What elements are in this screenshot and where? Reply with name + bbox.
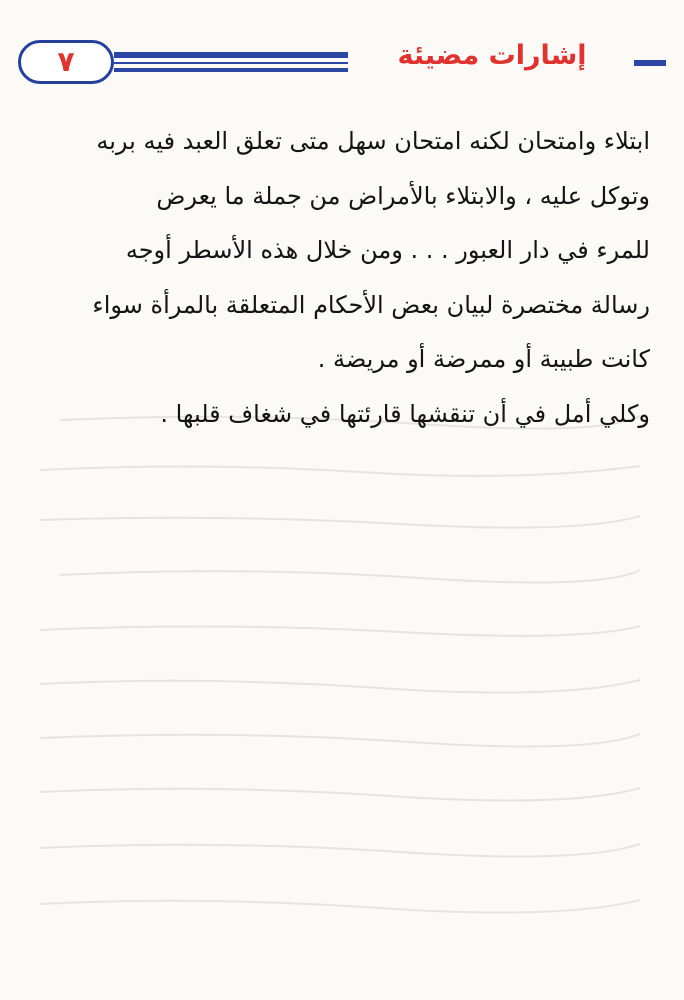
page-header (18, 38, 666, 88)
header-rule-thin (114, 62, 348, 64)
body-paragraph (38, 114, 650, 441)
header-end-mark (634, 60, 666, 66)
header-rule-medium (114, 68, 348, 72)
page-number-badge (18, 40, 114, 84)
text-line: وكلي أمل في أن تنقشها قارئتها في شغاف قلبها . (160, 399, 650, 428)
header-rule-thick (114, 52, 348, 58)
running-title: إشارات مضيئة (397, 40, 587, 71)
text-line: للمرء في دار العبور . . . ومن خلال هذه الأسطر أوجه (125, 236, 650, 264)
page-number: ٧ (57, 45, 75, 78)
text-line: رسالة مختصرة لبيان بعض الأحكام المتعلقة بالمرأة سواء (92, 290, 650, 319)
text-line: كانت طبيبة أو ممرضة أو مريضة . (317, 345, 650, 373)
text-line: ابتلاء وامتحان لكنه امتحان سهل متى تعلق العبد فيه بربه (96, 127, 650, 155)
text-line: وتوكل عليه ، والابتلاء بالأمراض من جملة ما يعرض (156, 181, 650, 210)
